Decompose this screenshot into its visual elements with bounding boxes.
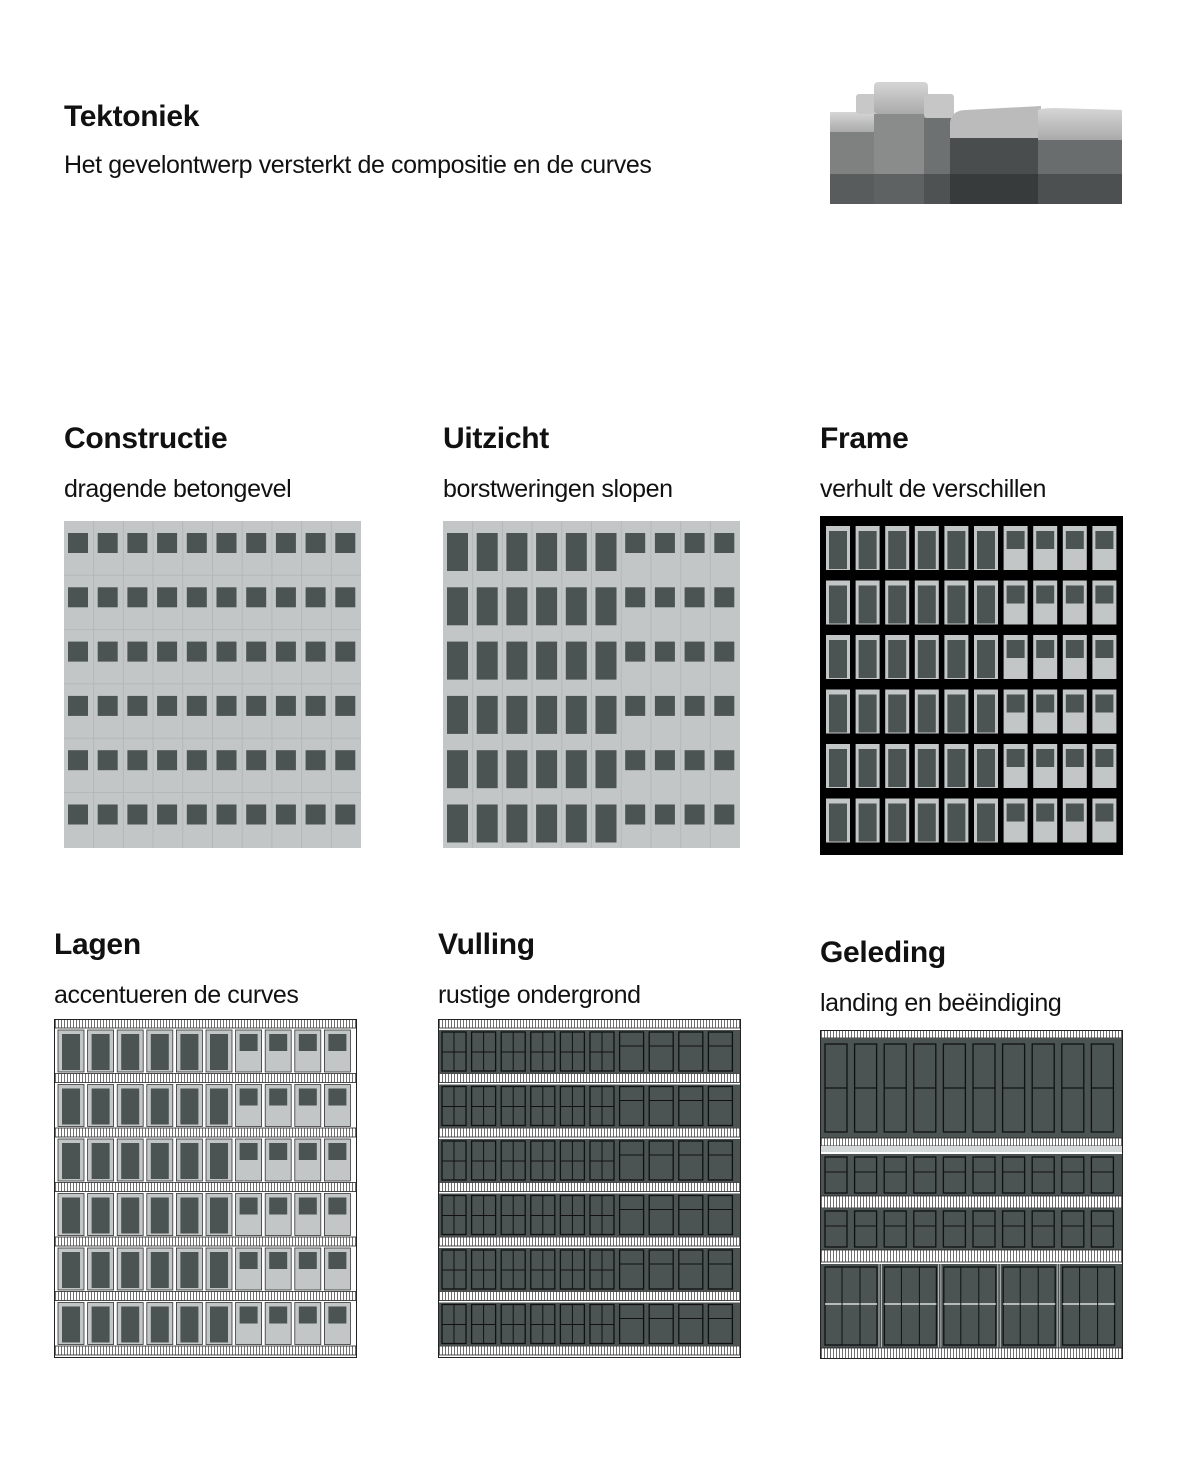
tall-window: [859, 695, 877, 733]
tall-window: [506, 642, 527, 680]
tall-window: [210, 1198, 228, 1234]
tall-window: [888, 640, 906, 678]
window: [246, 696, 266, 716]
tall-window: [829, 586, 847, 624]
window: [98, 642, 118, 662]
window: [335, 805, 355, 825]
tall-window: [121, 1143, 139, 1179]
hatch-lines: [440, 1292, 740, 1301]
window: [127, 587, 147, 607]
window: [714, 696, 734, 716]
window: [1007, 640, 1025, 658]
tall-window: [180, 1143, 198, 1179]
window: [655, 696, 675, 716]
hatch-lines: [440, 1019, 740, 1028]
window: [269, 1198, 287, 1215]
tall-window: [151, 1198, 169, 1234]
window: [655, 533, 675, 553]
window: [655, 587, 675, 607]
tall-window: [918, 804, 936, 842]
facade-drawing-constructie: [64, 521, 361, 848]
window: [655, 750, 675, 770]
tall-window: [859, 749, 877, 787]
tall-window: [180, 1307, 198, 1343]
window: [217, 696, 237, 716]
hatch-lines: [56, 1074, 356, 1083]
tall-window: [977, 640, 995, 678]
window: [625, 805, 645, 825]
tall-window: [447, 696, 468, 734]
tall-window: [859, 531, 877, 569]
tall-window: [210, 1252, 228, 1288]
tall-window: [596, 533, 617, 571]
tall-window: [947, 640, 965, 678]
tall-window: [859, 586, 877, 624]
tall-window: [829, 640, 847, 678]
window: [685, 750, 705, 770]
window: [625, 750, 645, 770]
window: [240, 1143, 258, 1160]
tall-window: [92, 1089, 110, 1125]
tall-window: [596, 805, 617, 843]
tall-window: [566, 696, 587, 734]
tall-window: [977, 695, 995, 733]
tall-window: [888, 749, 906, 787]
tall-window: [121, 1089, 139, 1125]
window: [98, 805, 118, 825]
window: [714, 642, 734, 662]
window: [276, 750, 296, 770]
tall-window: [947, 531, 965, 569]
window: [68, 805, 88, 825]
window: [246, 587, 266, 607]
window: [157, 642, 177, 662]
tall-window: [977, 531, 995, 569]
tall-window: [566, 642, 587, 680]
window: [269, 1307, 287, 1324]
window: [299, 1307, 317, 1324]
hatch-lines: [440, 1237, 740, 1246]
tall-window: [859, 640, 877, 678]
window: [269, 1143, 287, 1160]
tall-window: [62, 1307, 80, 1343]
window: [335, 696, 355, 716]
tall-window: [536, 750, 557, 788]
window: [1036, 804, 1054, 822]
tall-window: [92, 1307, 110, 1343]
tall-window: [918, 531, 936, 569]
tall-window: [566, 805, 587, 843]
tall-window: [596, 642, 617, 680]
window: [1095, 586, 1113, 604]
tall-window: [566, 750, 587, 788]
building-massing-model: [826, 80, 1126, 208]
tall-window: [62, 1143, 80, 1179]
tall-window: [829, 749, 847, 787]
tall-window: [151, 1143, 169, 1179]
tall-window: [151, 1089, 169, 1125]
window: [306, 750, 326, 770]
window: [276, 696, 296, 716]
hatch-lines: [440, 1128, 740, 1137]
window: [157, 750, 177, 770]
window: [335, 533, 355, 553]
window: [1095, 640, 1113, 658]
mass-block-tall: [874, 82, 928, 204]
window: [98, 750, 118, 770]
tall-window: [151, 1252, 169, 1288]
tall-window: [918, 640, 936, 678]
window: [1036, 749, 1054, 767]
window: [98, 587, 118, 607]
panel-subtitle-geleding: landing en beëindiging: [820, 989, 1062, 1017]
panel-subtitle-constructie: dragende betongevel: [64, 475, 292, 503]
window: [1095, 695, 1113, 713]
hatch-lines: [56, 1292, 356, 1301]
tall-window: [596, 750, 617, 788]
window: [1036, 695, 1054, 713]
mass-block-right: [1038, 108, 1122, 204]
tall-window: [477, 587, 498, 625]
window: [240, 1198, 258, 1215]
tall-window: [536, 805, 557, 843]
tall-window: [180, 1252, 198, 1288]
window: [299, 1252, 317, 1269]
window: [625, 642, 645, 662]
hatch-lines: [56, 1019, 356, 1028]
window: [68, 587, 88, 607]
window: [1007, 749, 1025, 767]
tall-window: [506, 587, 527, 625]
window: [1095, 531, 1113, 549]
window: [1066, 531, 1084, 549]
hatch-lines: [822, 1030, 1122, 1038]
tall-window: [180, 1198, 198, 1234]
window: [68, 533, 88, 553]
window: [1066, 586, 1084, 604]
window: [655, 642, 675, 662]
window: [1007, 531, 1025, 549]
tall-window: [151, 1307, 169, 1343]
window: [68, 696, 88, 716]
window: [299, 1034, 317, 1051]
panel-title-geleding: Geleding: [820, 936, 946, 969]
tall-window: [447, 750, 468, 788]
window: [306, 533, 326, 553]
window: [1095, 749, 1113, 767]
window: [1066, 804, 1084, 822]
tall-window: [210, 1089, 228, 1125]
window: [187, 750, 207, 770]
tall-window: [536, 587, 557, 625]
window: [328, 1198, 346, 1215]
tall-window: [947, 749, 965, 787]
window: [328, 1089, 346, 1106]
tall-window: [829, 695, 847, 733]
tall-window: [92, 1252, 110, 1288]
window: [246, 642, 266, 662]
tall-window: [477, 750, 498, 788]
tall-window: [477, 533, 498, 571]
tall-window: [62, 1252, 80, 1288]
panel-subtitle-lagen: accentueren de curves: [54, 981, 299, 1009]
tall-window: [92, 1034, 110, 1070]
tall-window: [918, 695, 936, 733]
mass-block-medium: [924, 94, 954, 204]
panel-title-uitzicht: Uitzicht: [443, 422, 549, 455]
window: [127, 805, 147, 825]
tall-window: [888, 804, 906, 842]
window: [1036, 531, 1054, 549]
window: [625, 696, 645, 716]
tall-window: [62, 1089, 80, 1125]
window: [157, 696, 177, 716]
tall-window: [210, 1034, 228, 1070]
tall-window: [536, 696, 557, 734]
panel-title-frame: Frame: [820, 422, 909, 455]
mass-block-left: [830, 112, 880, 204]
window: [328, 1034, 346, 1051]
tall-window: [566, 587, 587, 625]
window: [1007, 586, 1025, 604]
window: [269, 1252, 287, 1269]
window: [685, 805, 705, 825]
tall-window: [977, 586, 995, 624]
tall-window: [92, 1198, 110, 1234]
window: [68, 750, 88, 770]
window: [187, 533, 207, 553]
window: [1007, 804, 1025, 822]
window: [335, 642, 355, 662]
window: [246, 750, 266, 770]
window: [269, 1034, 287, 1051]
window: [299, 1089, 317, 1106]
window: [306, 805, 326, 825]
tall-window: [829, 804, 847, 842]
tall-window: [180, 1089, 198, 1125]
window: [240, 1089, 258, 1106]
hatch-lines: [440, 1346, 740, 1355]
window: [187, 805, 207, 825]
tall-window: [477, 696, 498, 734]
panel-title-lagen: Lagen: [54, 928, 141, 961]
window: [98, 696, 118, 716]
window: [217, 587, 237, 607]
panel-subtitle-vulling: rustige ondergrond: [438, 981, 641, 1009]
tall-window: [210, 1307, 228, 1343]
window: [685, 587, 705, 607]
tall-window: [536, 533, 557, 571]
tall-window: [947, 695, 965, 733]
window: [240, 1252, 258, 1269]
window: [655, 805, 675, 825]
window: [240, 1034, 258, 1051]
page-title: Tektoniek: [64, 100, 200, 133]
tall-window: [977, 804, 995, 842]
mass-block-low: [950, 106, 1046, 204]
window: [157, 587, 177, 607]
tall-window: [447, 642, 468, 680]
hatch-lines: [440, 1074, 740, 1083]
window: [217, 533, 237, 553]
window: [335, 587, 355, 607]
hatch-lines: [56, 1346, 356, 1355]
window: [187, 587, 207, 607]
tall-window: [888, 586, 906, 624]
window: [68, 642, 88, 662]
window: [217, 805, 237, 825]
window: [625, 533, 645, 553]
window: [276, 805, 296, 825]
window: [306, 696, 326, 716]
panel-title-vulling: Vulling: [438, 928, 535, 961]
window: [714, 533, 734, 553]
tall-window: [977, 749, 995, 787]
window: [306, 587, 326, 607]
window: [685, 533, 705, 553]
window: [714, 805, 734, 825]
hatch-lines: [56, 1183, 356, 1192]
tall-window: [477, 642, 498, 680]
window: [187, 696, 207, 716]
window: [1066, 640, 1084, 658]
hatch-lines: [56, 1128, 356, 1137]
window: [1036, 640, 1054, 658]
tall-window: [477, 805, 498, 843]
window: [127, 750, 147, 770]
facade-drawing-frame: [820, 516, 1123, 855]
tall-window: [596, 587, 617, 625]
fill-panel: [820, 1208, 1123, 1250]
tall-window: [210, 1143, 228, 1179]
window: [1095, 804, 1113, 822]
window: [1066, 749, 1084, 767]
window: [217, 750, 237, 770]
tall-window: [151, 1034, 169, 1070]
window: [276, 587, 296, 607]
window: [685, 696, 705, 716]
window: [685, 642, 705, 662]
window: [269, 1089, 287, 1106]
tall-window: [121, 1252, 139, 1288]
plinth-panel: [820, 1264, 1123, 1348]
tall-window: [506, 805, 527, 843]
tall-window: [121, 1198, 139, 1234]
page-subtitle: Het gevelontwerp versterkt de compositie en de curves: [64, 151, 652, 179]
window: [246, 805, 266, 825]
window: [157, 533, 177, 553]
cornice: [820, 1146, 1123, 1152]
window: [714, 750, 734, 770]
window: [1066, 695, 1084, 713]
tall-window: [888, 531, 906, 569]
window: [127, 696, 147, 716]
facade-drawing-vulling: [438, 1019, 741, 1358]
tall-window: [566, 533, 587, 571]
window: [328, 1307, 346, 1324]
facade-drawing-uitzicht: [443, 521, 740, 848]
window: [335, 750, 355, 770]
hatch-lines: [822, 1348, 1122, 1359]
window: [217, 642, 237, 662]
facade-drawing-lagen: [54, 1019, 357, 1358]
tall-window: [947, 804, 965, 842]
hatch-lines: [822, 1196, 1122, 1208]
window: [625, 587, 645, 607]
window: [157, 805, 177, 825]
tall-window: [506, 696, 527, 734]
panel-subtitle-uitzicht: borstweringen slopen: [443, 475, 673, 503]
tall-window: [506, 750, 527, 788]
window: [246, 533, 266, 553]
window: [127, 533, 147, 553]
tall-window: [829, 531, 847, 569]
window: [328, 1143, 346, 1160]
tall-window: [447, 805, 468, 843]
window: [306, 642, 326, 662]
tall-window: [62, 1034, 80, 1070]
tall-window: [918, 749, 936, 787]
tall-window: [92, 1143, 110, 1179]
panel-title-constructie: Constructie: [64, 422, 228, 455]
panel-subtitle-frame: verhult de verschillen: [820, 475, 1047, 503]
hatch-lines: [822, 1250, 1122, 1262]
window: [98, 533, 118, 553]
tall-window: [888, 695, 906, 733]
tall-window: [596, 696, 617, 734]
window: [299, 1198, 317, 1215]
window: [187, 642, 207, 662]
hatch-lines: [822, 1138, 1122, 1146]
tall-window: [506, 533, 527, 571]
tall-window: [918, 586, 936, 624]
window: [1036, 586, 1054, 604]
tall-window: [121, 1034, 139, 1070]
tall-window: [121, 1307, 139, 1343]
fill-panel: [820, 1154, 1123, 1196]
tall-window: [62, 1198, 80, 1234]
tall-window: [180, 1034, 198, 1070]
tall-window: [447, 587, 468, 625]
tall-window: [536, 642, 557, 680]
window: [240, 1307, 258, 1324]
window: [276, 642, 296, 662]
window: [127, 642, 147, 662]
window: [299, 1143, 317, 1160]
window: [328, 1252, 346, 1269]
tall-window: [947, 586, 965, 624]
facade-drawing-geleding: [820, 1030, 1123, 1359]
window: [276, 533, 296, 553]
window: [714, 587, 734, 607]
hatch-lines: [56, 1237, 356, 1246]
window: [1007, 695, 1025, 713]
hatch-lines: [440, 1183, 740, 1192]
tall-window: [859, 804, 877, 842]
tall-window: [447, 533, 468, 571]
